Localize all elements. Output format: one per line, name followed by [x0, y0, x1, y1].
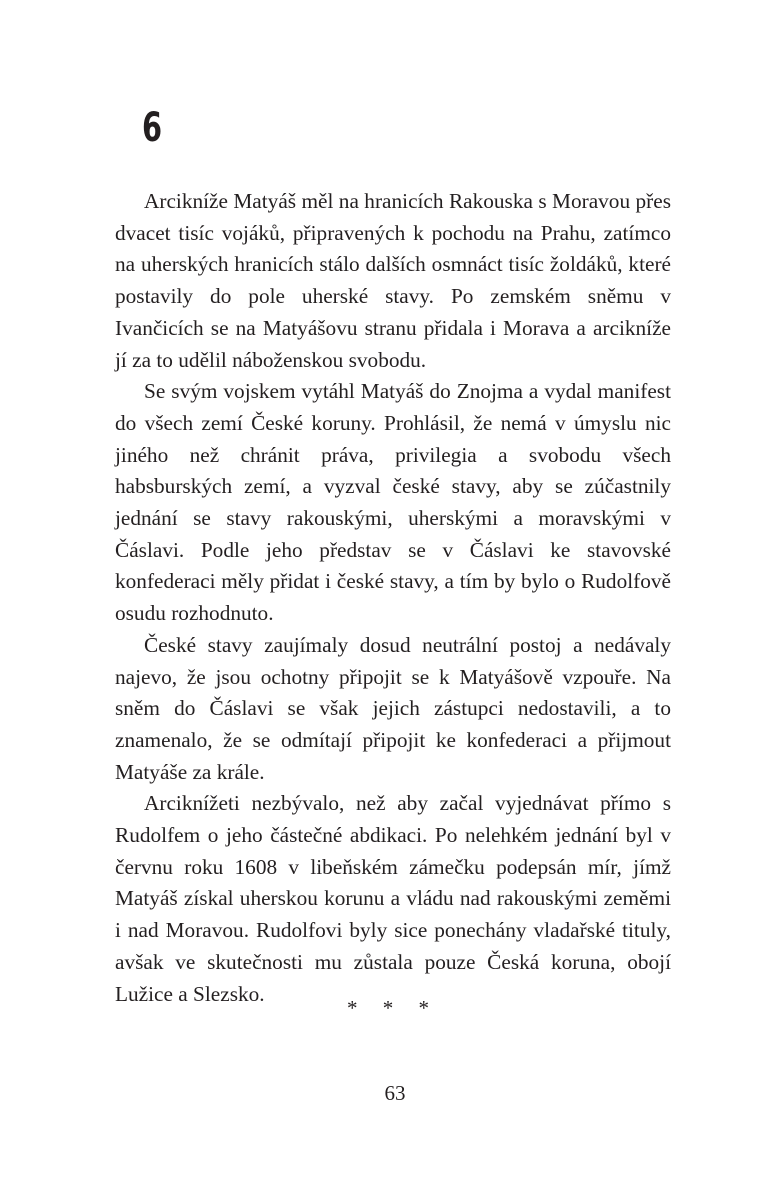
- section-separator: * * *: [347, 996, 439, 1020]
- paragraph-2: Se svým vojskem vytáhl Matyáš do Znojma a vydal manifest do všech zemí České koruny. Prohlásil, že nemá v úmyslu nic jiného než chránit práva, privilegia a svobodu všech habsburských zemí, a vyzval české stavy, aby se zúčastnily jednání se stavy rakouskými, uherskými a moravskými v Čáslavi. Podle jeho představ se v Čáslavi ke stavovské konfederaci měly přidat i české stavy, a tím by bylo o Rudolfově osudu rozhodnuto.: [115, 379, 671, 626]
- paragraph-1: Arcikníže Matyáš měl na hranicích Rakouska s Moravou přes dvacet tisíc vojáků, připravených k pochodu na Prahu, zatímco na uherských hranicích stálo dalších osmnáct tisíc žoldáků, které postavily do pole uherské stavy. Po zemském sněmu v Ivančicích se na Matyášovu stranu přidala i Morava a arcikníže jí za to udělil náboženskou svobodu.: [115, 189, 671, 372]
- chapter-number: 6: [142, 105, 163, 151]
- page-number: 63: [384, 1081, 406, 1105]
- chapter-body: [115, 186, 671, 1010]
- paragraph-4: Arciknížeti nezbývalo, než aby začal vyjednávat přímo s Rudolfem o jeho částečné abdikaci. Po nelehkém jednání byl v červnu roku 1608 v libeňském zámečku podepsán mír, jímž Matyáš získal uherskou korunu a vládu nad rakouskými zeměmi i nad Moravou. Rudolfovi byly sice ponechány vladařské tituly, avšak ve skutečnosti mu zůstala pouze Česká koruna, obojí Lužice a Slezsko.: [115, 791, 671, 1006]
- paragraph-3: České stavy zaujímaly dosud neutrální postoj a nedávaly najevo, že jsou ochotny připojit se k Matyášově vzpouře. Na sněm do Čáslavi se však jejich zástupci nedostavili, a to znamenalo, že se odmítají připojit ke konfederaci a přijmout Matyáše za krále.: [115, 632, 671, 784]
